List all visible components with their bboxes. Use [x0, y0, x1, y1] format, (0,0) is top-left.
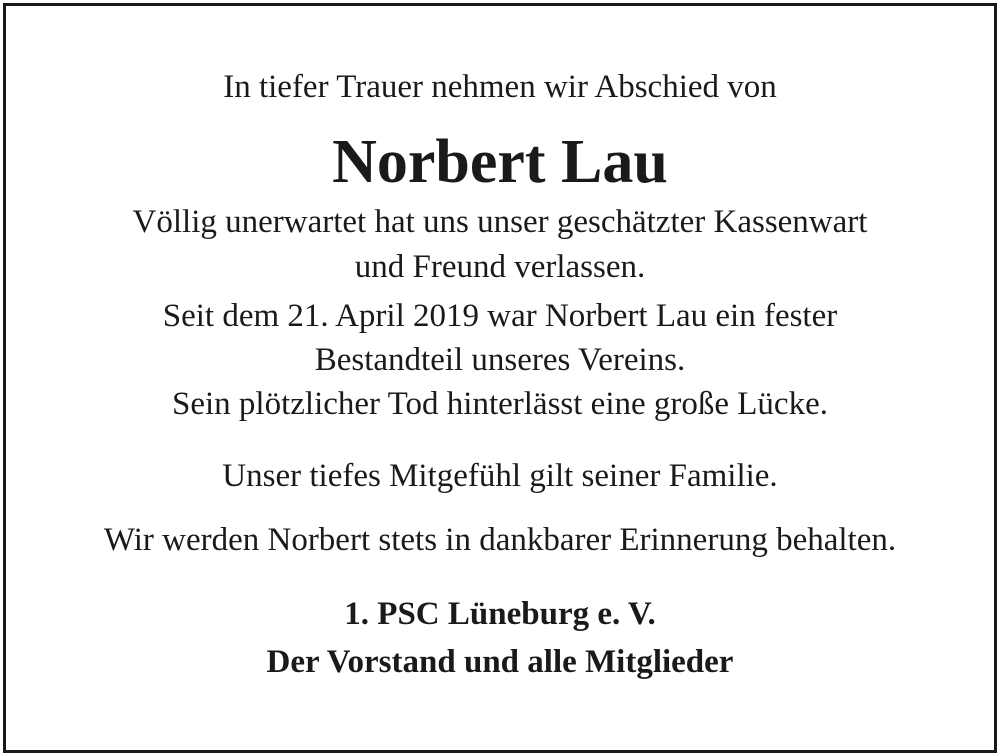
board-signature: Der Vorstand und alle Mitglieder	[266, 644, 734, 680]
message-line: Sein plötzlicher Tod hinterlässt eine große Lücke.	[172, 386, 828, 422]
remembrance-text: Wir werden Norbert stets in dankbarer Erinnerung behalten.	[103, 522, 897, 558]
message-line: Völlig unerwartet hat uns unser geschätzter Kassenwart	[132, 204, 868, 240]
message-line: Bestandteil unseres Vereins.	[314, 342, 686, 378]
message-line: Seit dem 21. April 2019 war Norbert Lau ein fester	[162, 298, 838, 334]
sympathy-text: Unser tiefes Mitgefühl gilt seiner Familie.	[222, 458, 778, 494]
obituary-frame	[3, 3, 997, 753]
message-line: und Freund verlassen.	[354, 249, 646, 285]
deceased-name: Norbert Lau	[332, 128, 668, 196]
club-name: 1. PSC Lüneburg e. V.	[344, 596, 656, 632]
intro-text: In tiefer Trauer nehmen wir Abschied von	[223, 69, 777, 105]
